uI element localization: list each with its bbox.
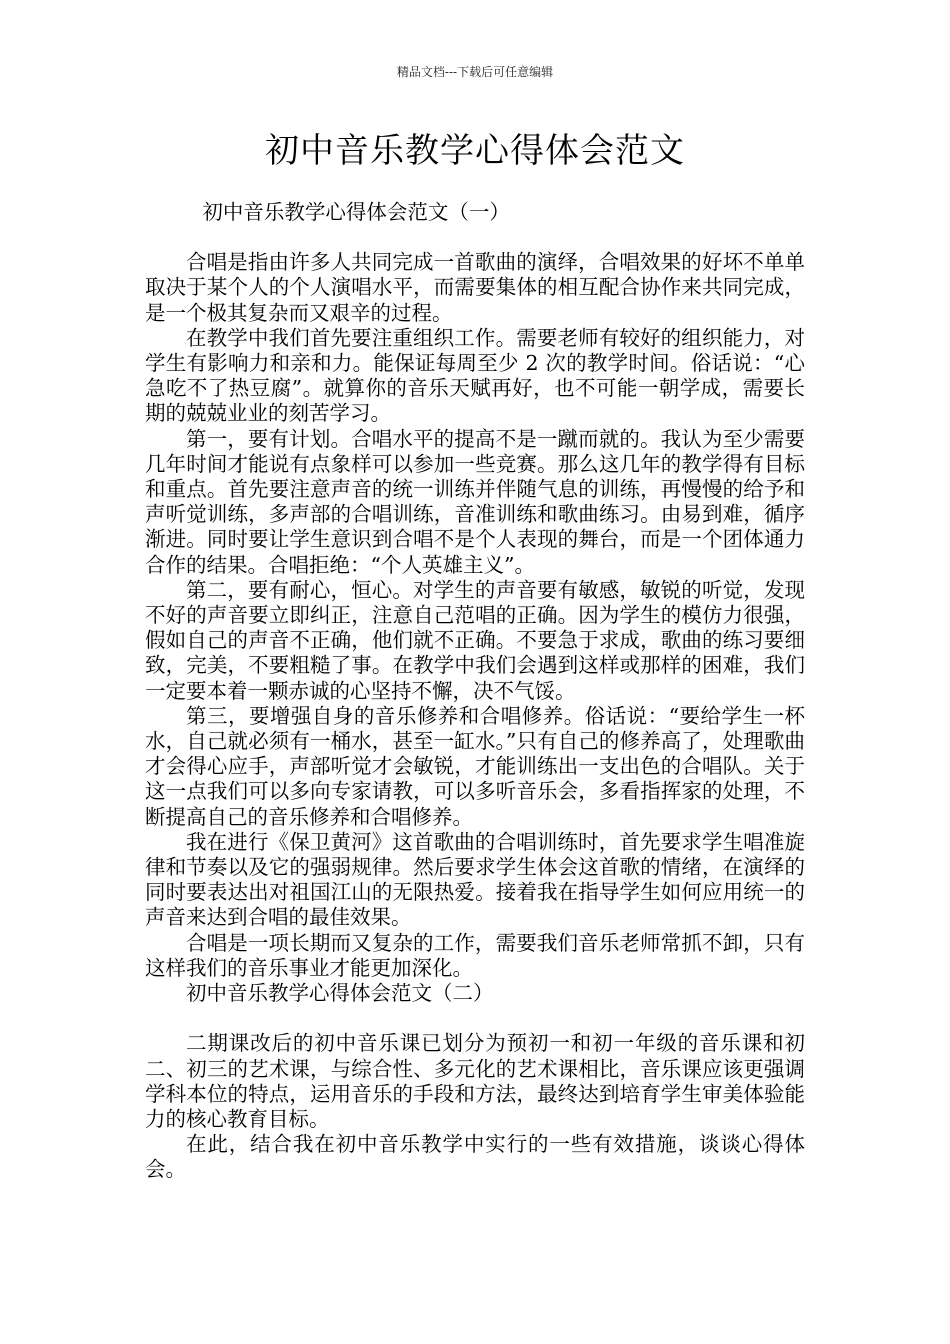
paragraph: 我在进行《保卫黄河》这首歌曲的合唱训练时，首先要求学生唱准旋律和节奏以及它的强弱规律。然后要求学生体会这首歌的情绪，在演绎的同时要表达出对祖国江山的无限热爱。接着我在指导学生如何应用统一的声音来达到合唱的最佳效果。 <box>145 829 805 930</box>
paragraph: 二期课改后的初中音乐课已划分为预初一和初一年级的音乐课和初二、初三的艺术课，与综合性、多元化的艺术课相比，音乐课应该更强调学科本位的特点，运用音乐的手段和方法，最终达到培育学生审美体验能力的核心教育目标。 <box>145 1031 805 1131</box>
paragraph: 第三，要增强自身的音乐修养和合唱修养。俗话说：“要给学生一杯水，自己就必须有一桶水，甚至一缸水。”只有自己的修养高了，处理歌曲才会得心应手，声部听觉才会敏锐，才能训练出一支出色的合唱队。关于这一点我们可以多向专家请教，可以多听音乐会，多看指挥家的处理，不断提高自己的音乐修养和合唱修养。 <box>145 703 805 829</box>
spacer <box>145 225 805 250</box>
paragraph: 在此，结合我在初中音乐教学中实行的一些有效措施，谈谈心得体会。 <box>145 1132 805 1182</box>
paragraph: 在教学中我们首先要注重组织工作。需要老师有较好的组织能力，对学生有影响力和亲和力。能保证每周至少 2 次的教学时间。俗话说：“心急吃不了热豆腐”。就算你的音乐天赋再好，也不可能一朝学成，需要长期的兢兢业业的刻苦学习。 <box>145 325 805 426</box>
paragraph: 合唱是一项长期而又复杂的工作，需要我们音乐老师常抓不卸，只有这样我们的音乐事业才能更加深化。 <box>145 930 805 980</box>
section-1-heading: 初中音乐教学心得体会范文（一） <box>202 200 510 224</box>
paragraph: 第一，要有计划。合唱水平的提高不是一蹴而就的。我认为至少需要几年时间才能说有点象样可以参加一些竞赛。那么这几年的教学得有目标和重点。首先要注意声音的统一训练并伴随气息的训练，再慢慢的给予和声听觉训练，多声部的合唱训练，音准训练和歌曲练习。由易到难，循序渐进。同时要让学生意识到合唱不是个人表现的舞台，而是一个团体通力合作的结果。合唱拒绝：“个人英雄主义”。 <box>145 426 805 577</box>
paragraph: 第二，要有耐心，恒心。对学生的声音要有敏感，敏锐的听觉，发现不好的声音要立即纠正，注意自己范唱的正确。因为学生的模仿力很强，假如自己的声音不正确，他们就不正确。不要急于求成，歌曲的练习要细致，完美，不要粗糙了事。在教学中我们会遇到这样或那样的困难，我们一定要本着一颗赤诚的心坚持不懈，决不气馁。 <box>145 577 805 703</box>
page-header-note: 精品文档---下载后可任意编辑 <box>396 65 554 79</box>
document-body <box>145 200 805 1183</box>
spacer <box>145 1006 805 1031</box>
section-2-heading: 初中音乐教学心得体会范文（二） <box>186 981 494 1006</box>
document-title: 初中音乐教学心得体会范文 <box>265 131 685 171</box>
paragraph: 合唱是指由许多人共同完成一首歌曲的演绎，合唱效果的好坏不单单取决于某个人的个人演唱水平，而需要集体的相互配合协作来共同完成，是一个极其复杂而又艰辛的过程。 <box>145 250 805 325</box>
